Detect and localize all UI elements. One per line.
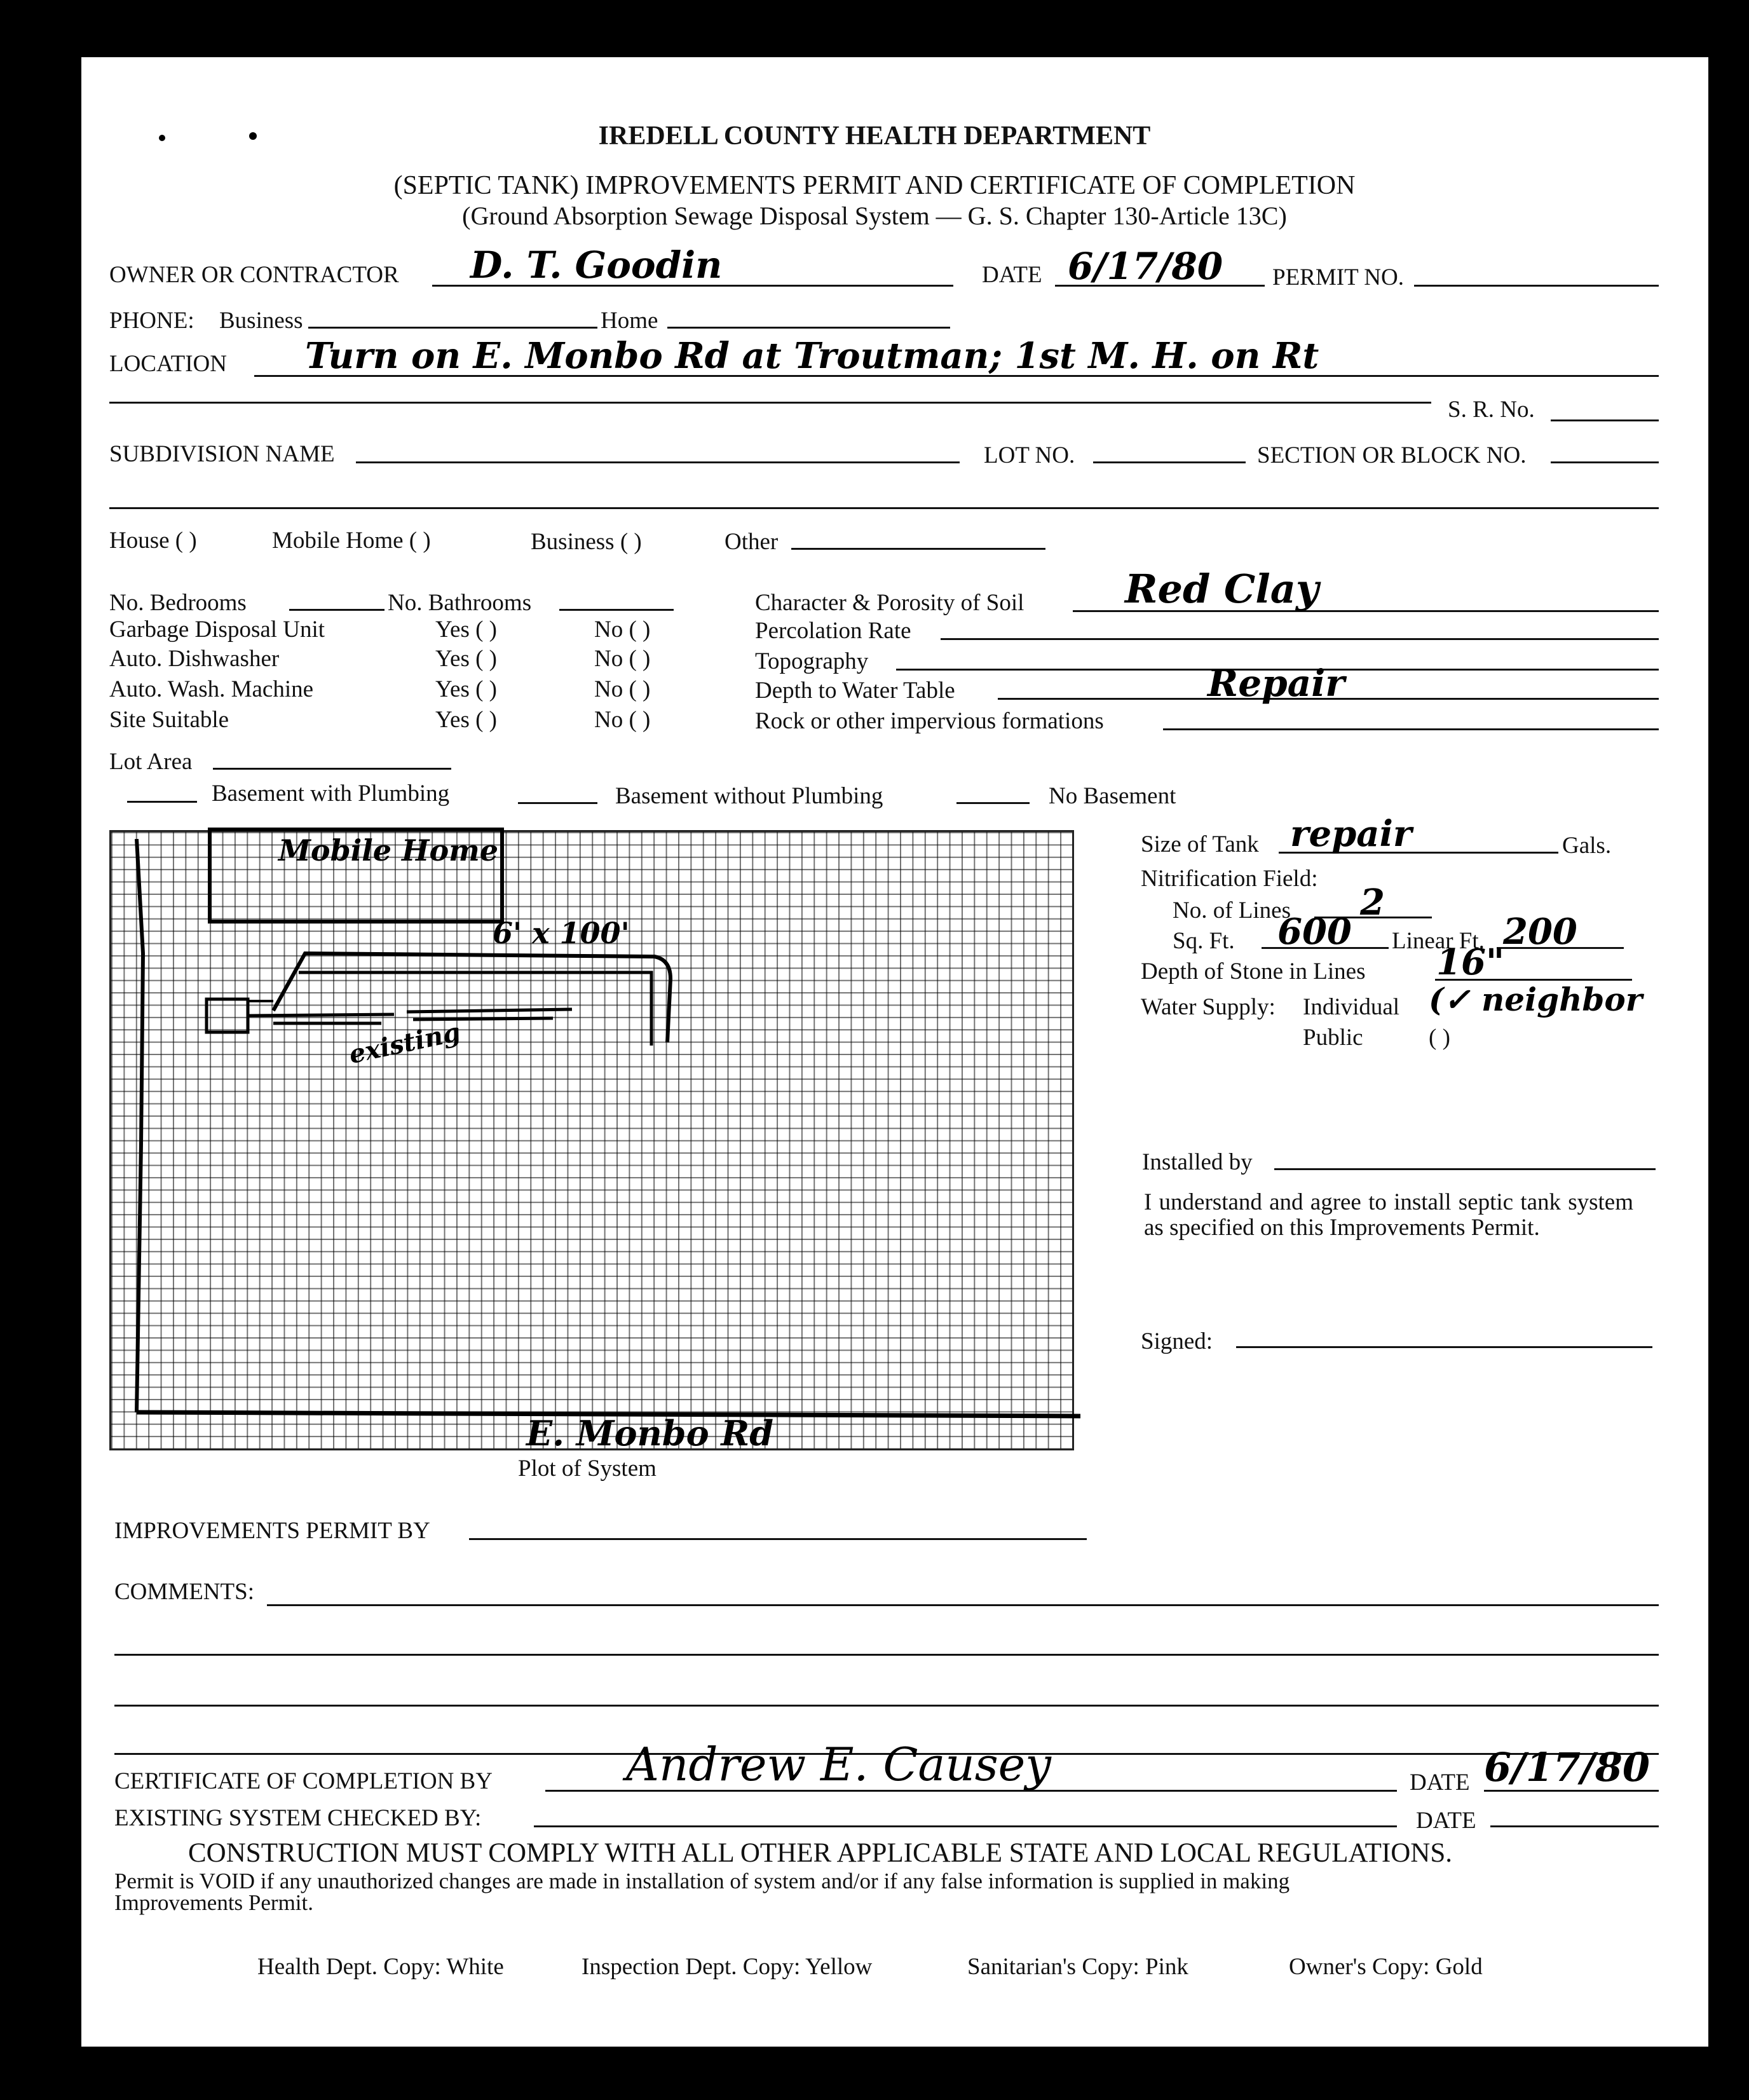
subdivision-label: SUBDIVISION NAME: [109, 441, 335, 467]
property-line: [137, 839, 143, 1412]
site-suitable-yes[interactable]: Yes ( ): [435, 707, 497, 733]
dishwasher-no[interactable]: No ( ): [594, 646, 651, 672]
tank-box: [207, 999, 248, 1032]
soil-character-label: Character & Porosity of Soil: [755, 590, 1024, 616]
no-basement-label: No Basement: [1049, 783, 1176, 809]
location-value[interactable]: Turn on E. Monbo Rd at Troutman; 1st M. H. on Rt: [305, 335, 1319, 377]
mobile-home-option[interactable]: Mobile Home ( ): [272, 528, 431, 554]
tank-size-label: Size of Tank: [1141, 831, 1259, 857]
phone-home-label: Home: [601, 308, 658, 334]
dishwasher-label: Auto. Dishwasher: [109, 646, 280, 672]
owner-label: OWNER OR CONTRACTOR: [109, 262, 399, 288]
installed-by-line[interactable]: [1274, 1168, 1656, 1170]
certificate-date-label: DATE: [1410, 1769, 1470, 1796]
field-line-outer: [273, 953, 670, 1042]
installed-by-label: Installed by: [1142, 1149, 1253, 1175]
soil-character-value[interactable]: Red Clay: [1125, 566, 1319, 612]
site-suitable-label: Site Suitable: [109, 707, 229, 733]
public-label: Public: [1303, 1025, 1363, 1051]
agency-title: IREDELL COUNTY HEALTH DEPARTMENT: [598, 121, 1151, 151]
lines-label: No. of Lines: [1173, 897, 1291, 924]
individual-label: Individual: [1303, 994, 1400, 1020]
improvements-permit-label: IMPROVEMENTS PERMIT BY: [114, 1518, 430, 1544]
certificate-signature[interactable]: Andrew E. Causey: [626, 1738, 1051, 1791]
linear-label: Linear Ft.: [1392, 928, 1485, 954]
garbage-yes[interactable]: Yes ( ): [435, 617, 497, 643]
certificate-date-value[interactable]: 6/17/80: [1484, 1744, 1650, 1790]
plot-mobile-home-text: Mobile Home: [278, 833, 499, 868]
section-label: SECTION OR BLOCK NO.: [1257, 442, 1527, 468]
lot-no-label: LOT NO.: [984, 442, 1075, 468]
public-value[interactable]: ( ): [1429, 1025, 1450, 1051]
plot-existing-text: existing: [346, 1017, 463, 1070]
plot-caption: Plot of System: [518, 1456, 657, 1482]
comments-line-1[interactable]: [267, 1604, 1659, 1606]
signed-line[interactable]: [1236, 1346, 1652, 1348]
linear-value[interactable]: 200: [1503, 911, 1577, 953]
date-label: DATE: [982, 262, 1042, 288]
compliance-notice: CONSTRUCTION MUST COMPLY WITH ALL OTHER APPLICABLE STATE AND LOCAL REGULATIONS.: [188, 1838, 1453, 1868]
owner-value[interactable]: D. T. Goodin: [470, 243, 723, 287]
copy-inspection: Inspection Dept. Copy: Yellow: [582, 1954, 873, 1980]
permit-no-label: PERMIT NO.: [1272, 264, 1404, 290]
existing-date-label: DATE: [1416, 1808, 1476, 1834]
void-notice-1: Permit is VOID if any unauthorized changes are made in installation of system and/or if any false information is supplied in making: [114, 1869, 1290, 1893]
void-notice-2: Improvements Permit.: [114, 1890, 314, 1915]
plot-line-text: line: [35, 1132, 77, 1208]
form-subtitle: (Ground Absorption Sewage Disposal System — G. S. Chapter 130-Article 13C): [462, 201, 1287, 230]
bedrooms-label: No. Bedrooms: [109, 590, 247, 616]
bathrooms-label: No. Bathrooms: [388, 590, 532, 616]
copy-health: Health Dept. Copy: White: [257, 1954, 504, 1980]
location-label: LOCATION: [109, 351, 227, 377]
garbage-no[interactable]: No ( ): [594, 617, 651, 643]
lines-value[interactable]: 2: [1360, 882, 1385, 924]
phone-business-label: Business: [219, 308, 303, 334]
individual-value[interactable]: (✓ neighbor: [1429, 981, 1643, 1018]
existing-check-line[interactable]: [534, 1825, 1397, 1827]
improvements-permit-line[interactable]: [469, 1538, 1087, 1540]
certificate-label: CERTIFICATE OF COMPLETION BY: [114, 1768, 493, 1794]
site-suitable-no[interactable]: No ( ): [594, 707, 651, 733]
lot-area-label: Lot Area: [109, 749, 193, 775]
comments-line-2[interactable]: [114, 1654, 1659, 1656]
stone-label: Depth of Stone in Lines: [1141, 958, 1366, 985]
field-line-inner: [299, 972, 651, 1046]
sqft-value[interactable]: 600: [1277, 911, 1352, 953]
plot-field-dims: 6' x 100': [493, 916, 630, 950]
topography-label: Topography: [755, 648, 869, 674]
plot-road-text: E. Monbo Rd: [526, 1413, 774, 1454]
house-option[interactable]: House ( ): [109, 528, 197, 554]
percolation-label: Percolation Rate: [755, 618, 911, 644]
nitrification-label: Nitrification Field:: [1141, 866, 1318, 892]
business-option[interactable]: Business ( ): [531, 529, 642, 555]
other-label: Other: [725, 529, 779, 555]
agreement-text: I understand and agree to install septic tank system as specified on this Improvements Permit.: [1144, 1189, 1633, 1241]
copy-owner: Owner's Copy: Gold: [1289, 1954, 1483, 1980]
basement-with-label: Basement with Plumbing: [212, 781, 450, 807]
sr-no-label: S. R. No.: [1448, 397, 1535, 423]
tank-size-value[interactable]: repair: [1290, 813, 1412, 855]
existing-date-line[interactable]: [1490, 1825, 1659, 1827]
dishwasher-yes[interactable]: Yes ( ): [435, 646, 497, 672]
basement-without-label: Basement without Plumbing: [615, 783, 883, 809]
comments-label: COMMENTS:: [114, 1579, 254, 1605]
water-table-value[interactable]: Repair: [1208, 662, 1345, 705]
wash-machine-no[interactable]: No ( ): [594, 676, 651, 702]
signed-label: Signed:: [1141, 1328, 1213, 1354]
wash-machine-label: Auto. Wash. Machine: [109, 676, 314, 702]
rock-label: Rock or other impervious formations: [755, 708, 1104, 734]
phone-label: PHONE:: [109, 308, 194, 334]
wash-machine-yes[interactable]: Yes ( ): [435, 676, 497, 702]
comments-line-3[interactable]: [114, 1705, 1659, 1707]
copy-sanitarian: Sanitarian's Copy: Pink: [967, 1954, 1188, 1980]
gals-label: Gals.: [1562, 833, 1612, 859]
stone-value[interactable]: 16": [1436, 941, 1505, 983]
water-table-label: Depth to Water Table: [755, 678, 955, 704]
form-title: (SEPTIC TANK) IMPROVEMENTS PERMIT AND CERTIFICATE OF COMPLETION: [393, 171, 1356, 200]
water-supply-label: Water Supply:: [1141, 994, 1276, 1020]
garbage-label: Garbage Disposal Unit: [109, 617, 325, 643]
existing-lines: [248, 1009, 572, 1023]
date-value[interactable]: 6/17/80: [1068, 245, 1223, 288]
sqft-label: Sq. Ft.: [1173, 928, 1235, 954]
existing-check-label: EXISTING SYSTEM CHECKED BY:: [114, 1805, 482, 1831]
